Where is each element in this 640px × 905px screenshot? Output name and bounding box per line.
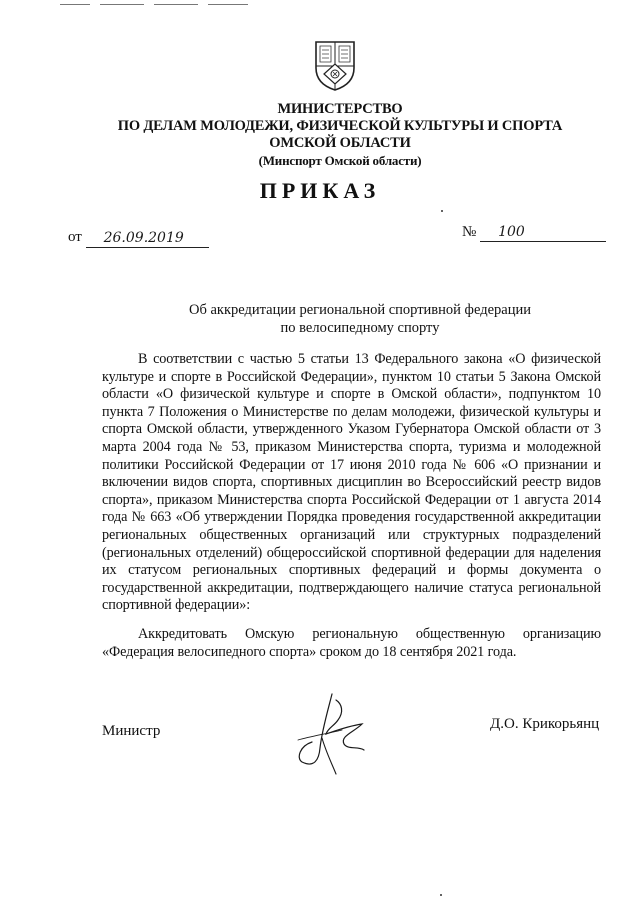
- date-value: 26.09.2019: [103, 230, 184, 246]
- body-paragraph-preamble: В соответствии с частью 5 статьи 13 Федерального закона «О физической культуре и спорте в Российской Федерации», пунктом 10 статьи 5 Закона Омской области «О физической культуре и спорте в Омской области», подпунктом 10 пункта 7 Положения о Министерстве по делам молодежи, физической культуры и спорта Омской области, утвержденного Указом Губернатора Омской области от 3 марта 2004 года № 53, приказом Министерства спорта, туризма и молодежной политики Российской Федерации от 17 июня 2010 года № 606 «О признании и включении видов спорта, спортивных дисциплин во Всероссийский реестр видов спорта», приказом Министерства спорта Российской Федерации от 1 августа 2014 года № 663 «Об утверждении Порядка проведения государственной аккредитации региональных общественных организаций или структурных подразделений (региональных отделений) общероссийской спортивной федерации для наделения их статусом региональных спортивных федераций и формы документа о государственной аккредитации, подтверждающего наличие статуса региональной спортивной федерации»:: [102, 351, 601, 614]
- subject-line1: Об аккредитации региональной спортивной федерации: [189, 302, 531, 318]
- ministry-name-line1: МИНИСТЕРСТВО: [277, 101, 403, 117]
- number-value: 100: [498, 224, 525, 240]
- coat-of-arms-emblem: [312, 38, 358, 92]
- date-prefix: от: [68, 229, 82, 245]
- ministry-name-line2: ПО ДЕЛАМ МОЛОДЕЖИ, ФИЗИЧЕСКОЙ КУЛЬТУРЫ И СПОРТА: [117, 118, 563, 134]
- signatory-title: Министр: [102, 723, 161, 739]
- handwritten-signature: [292, 690, 392, 778]
- scan-speck: [441, 210, 443, 212]
- scan-speck-bottom: [440, 894, 442, 896]
- ministry-header: [60, 101, 620, 169]
- order-subject: [150, 301, 570, 337]
- ministry-short-name: (Минспорт Омской области): [258, 153, 422, 168]
- body-paragraph-decision: Аккредитовать Омскую региональную общественную организацию «Федерация велосипедного спорта» сроком до 18 сентября 2021 года.: [102, 625, 601, 660]
- order-number: [462, 224, 606, 242]
- order-title: ПРИКАЗ: [259, 178, 381, 203]
- scan-artifact-marks: [60, 4, 258, 22]
- signatory-name: Д.О. Крикорьянц: [490, 716, 600, 732]
- order-date: [68, 229, 209, 247]
- ministry-name-line3: ОМСКОЙ ОБЛАСТИ: [269, 135, 411, 151]
- number-prefix: №: [462, 224, 477, 240]
- subject-line2: по велосипедному спорту: [280, 320, 440, 336]
- order-body: [102, 351, 601, 661]
